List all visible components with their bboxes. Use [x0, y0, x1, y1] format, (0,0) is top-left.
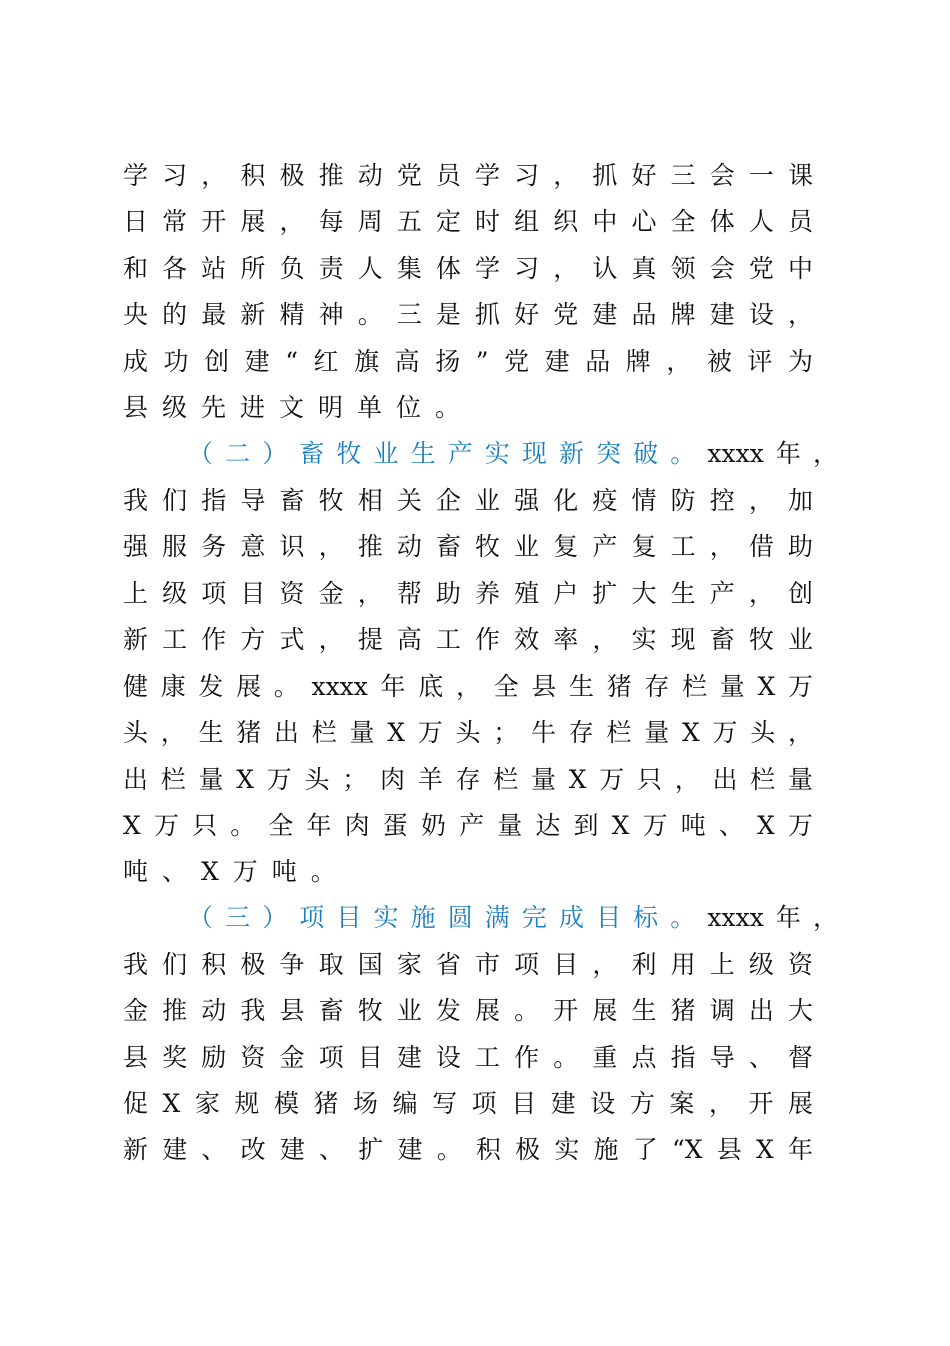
- section-2-line-6: 头，生猪出栏量X万头；牛存栏量X万头，: [123, 718, 813, 747]
- section-2-heading: （二）畜牧业生产实现新突破。: [188, 439, 708, 468]
- section-3-line-4: 促X家规模猪场编写项目建设方案，开展: [123, 1089, 813, 1118]
- section-3-line-1: 我们积极争取国家省市项目，利用上级资: [123, 950, 813, 979]
- section-3-line-3: 县奖励资金项目建设工作。重点指导、督: [123, 1043, 813, 1072]
- section-3-first-line-text: xxxx年，: [707, 903, 838, 932]
- section-2-line-3: 上级项目资金，帮助养殖户扩大生产，创: [123, 579, 813, 608]
- section-2-line-9: 吨、X万吨。: [123, 857, 350, 886]
- section-2-line-5: 健康发展。xxxx年底，全县生猪存栏量X万: [123, 672, 813, 701]
- section-2-line-8: X万只。全年肉蛋奶产量达到X万吨、X万: [123, 811, 813, 840]
- section-3-first-line: [188, 895, 838, 941]
- section-2-line-2: 强服务意识，推动畜牧业复产复工，借助: [123, 532, 813, 561]
- section-3-heading: （三）项目实施圆满完成目标。: [188, 903, 708, 932]
- section-2-line-1: 我们指导畜牧相关企业强化疫情防控，加: [123, 486, 813, 515]
- paragraph-1-line-6: 县级先进文明单位。: [123, 393, 475, 422]
- paragraph-1-line-1: 学习，积极推动党员学习，抓好三会一课: [123, 161, 813, 190]
- section-2-first-line: [188, 431, 838, 477]
- section-2-first-line-text: xxxx年，: [707, 439, 838, 468]
- paragraph-1-line-5: 成功创建“红旗高扬”党建品牌，被评为: [123, 347, 813, 376]
- section-3-line-2: 金推动我县畜牧业发展。开展生猪调出大: [123, 996, 813, 1025]
- section-3-line-5: 新建、改建、扩建。积极实施了“X县X年: [123, 1135, 813, 1164]
- paragraph-1-line-3: 和各站所负责人集体学习，认真领会党中: [123, 254, 813, 283]
- paragraph-1-line-2: 日常开展，每周五定时组织中心全体人员: [123, 207, 813, 236]
- paragraph-1-line-4: 央的最新精神。三是抓好党建品牌建设，: [123, 300, 813, 329]
- section-2-line-7: 出栏量X万头；肉羊存栏量X万只，出栏量: [123, 765, 813, 794]
- section-2-line-4: 新工作方式，提高工作效率，实现畜牧业: [123, 625, 813, 654]
